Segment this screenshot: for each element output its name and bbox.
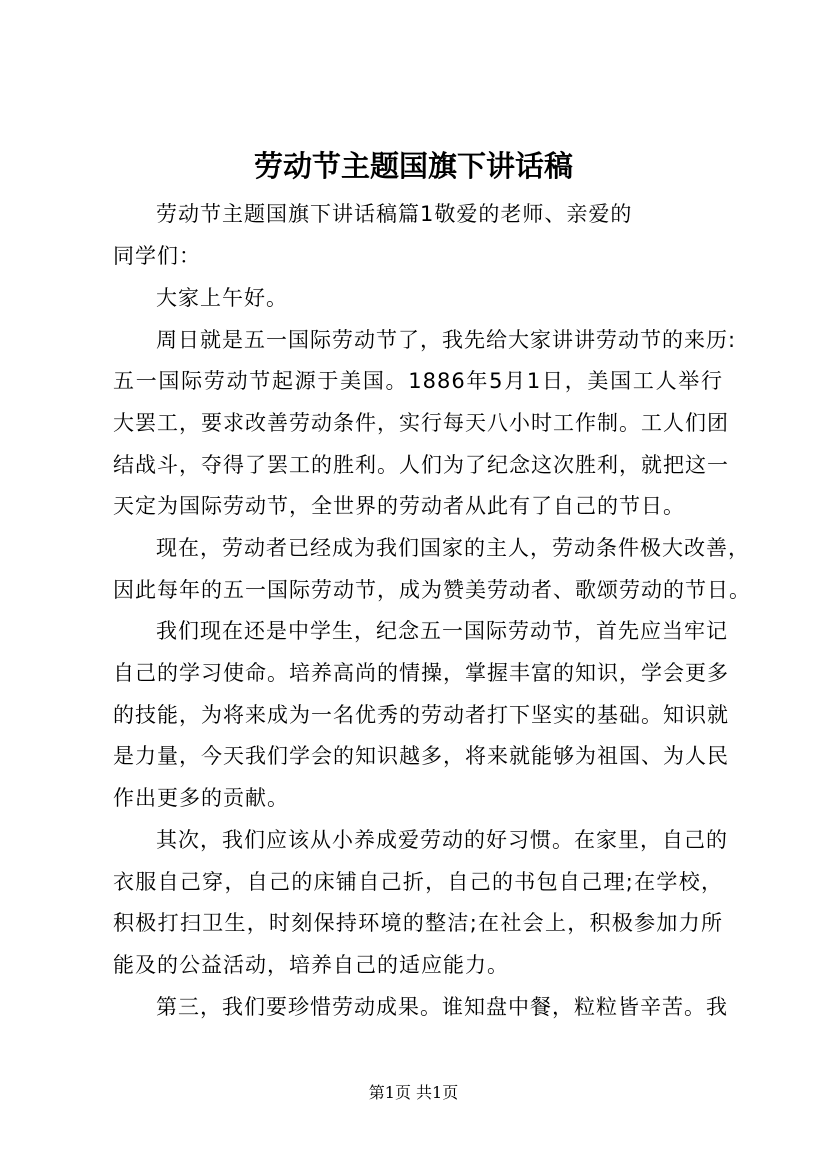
- paragraph-line: 大家上午好。: [156, 286, 288, 310]
- paragraph-line: 第三，我们要珍惜劳动成果。谁知盘中餐，粒粒皆辛苦。我: [156, 995, 728, 1019]
- paragraph-line: 同学们：: [113, 244, 201, 268]
- paragraph-line: 周日就是五一国际劳动节了，我先给大家讲讲劳动节的来历:: [156, 328, 737, 352]
- paragraph-line: 衣服自己穿，自己的床铺自己折，自己的书包自己理;在学校，: [113, 870, 723, 894]
- paragraph-line: 是力量，今天我们学会的知识越多，将来就能够为祖国、为人民: [113, 744, 729, 768]
- paragraph-line: 作出更多的贡献。: [113, 786, 289, 810]
- paragraph-line: 结战斗，夺得了罢工的胜利。人们为了纪念这次胜利，就把这一: [113, 453, 729, 477]
- paragraph-line: 能及的公益活动，培养自己的适应能力。: [113, 953, 509, 977]
- paragraph-line: 因此每年的五一国际劳动节，成为赞美劳动者、歌颂劳动的节日。: [113, 578, 751, 602]
- paragraph-line: 现在，劳动者已经成为我们国家的主人，劳动条件极大改善，: [156, 536, 750, 560]
- paragraph-line: 五一国际劳动节起源于美国。1886年5月1日，美国工人举行: [113, 369, 723, 393]
- paragraph-line: 的技能，为将来成为一名优秀的劳动者打下坚实的基础。知识就: [113, 703, 729, 727]
- paragraph-line: 大罢工，要求改善劳动条件，实行每天八小时工作制。工人们团: [113, 411, 729, 435]
- paragraph-line: 其次，我们应该从小养成爱劳动的好习惯。在家里，自己的: [156, 828, 728, 852]
- page-footer: 第1页 共1页: [368, 1083, 459, 1102]
- paragraph-line: 积极打扫卫生，时刻保持环境的整洁;在社会上，积极参加力所: [113, 911, 723, 935]
- paragraph-line: 我们现在还是中学生，纪念五一国际劳动节，首先应当牢记: [156, 619, 728, 643]
- paragraph-line: 天定为国际劳动节，全世界的劳动者从此有了自己的节日。: [113, 494, 685, 518]
- document-title: 劳动节主题国旗下讲话稿: [253, 149, 573, 183]
- paragraph-line: 自己的学习使命。培养高尚的情操，掌握丰富的知识，学会更多: [113, 661, 729, 685]
- paragraph-line: 劳动节主题国旗下讲话稿篇1敬爱的老师、亲爱的: [156, 202, 633, 226]
